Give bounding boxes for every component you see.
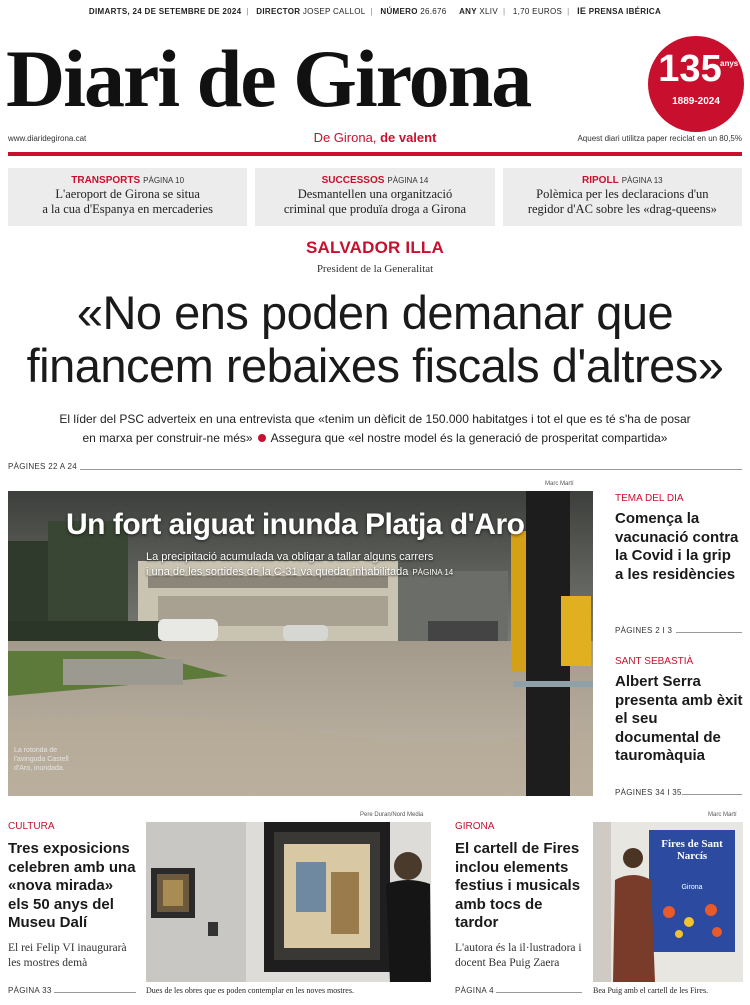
cultura-kicker: CULTURA <box>8 821 55 832</box>
website-url[interactable]: www.diaridegirona.cat <box>8 134 87 143</box>
teaser-text <box>8 187 247 217</box>
issue-number-label: NÚMERO <box>380 7 418 16</box>
cultura-photo-credit: Pere Duran/Nord Media <box>360 812 424 818</box>
director-name: JOSEP CALLOL <box>302 7 366 16</box>
year-value: XLIV <box>479 7 498 16</box>
lead-headline[interactable] <box>0 286 750 392</box>
teaser-line: L'aeroport de Girona se situa <box>55 187 200 201</box>
slogan-part-1: De Girona, <box>313 130 377 145</box>
cultura-page: PÀGINA 33 <box>8 986 52 995</box>
year-label: ANY <box>459 7 477 16</box>
director-info <box>251 7 370 16</box>
lead-headline-line: financem rebaixes fiscals d'altres» <box>26 339 724 392</box>
right-story-1[interactable] <box>615 493 743 584</box>
photo-subtitle-line: La precipitació acumulada va obligar a tallar alguns carrers <box>146 551 434 563</box>
right-story-rule <box>682 794 742 795</box>
dali-exhibition-photo[interactable] <box>146 822 431 982</box>
teaser-kicker <box>503 175 742 186</box>
girona-rule <box>496 992 582 993</box>
issue-number: 26.676 <box>420 7 447 16</box>
right-story-headline: Comença la vacunació contra la Covid i la grip a les residències <box>615 510 739 583</box>
lead-kicker: SALVADOR ILLA <box>306 238 444 257</box>
teaser-kicker <box>255 175 494 186</box>
year-info <box>454 7 503 16</box>
teaser-row <box>8 168 742 226</box>
girona-photo-credit: Marc Martí <box>708 812 737 818</box>
teaser-line: Desmantellen una organització <box>297 187 453 201</box>
bullet-dot-icon <box>258 434 266 442</box>
lead-summary-line: Assegura que «el nostre model és la generació de prosperitat compartida» <box>270 431 668 445</box>
right-story-kicker: SANT SEBASTIÀ <box>615 656 694 667</box>
seal-number: 135 <box>658 48 722 90</box>
teaser-kicker-label: RIPOLL <box>582 175 619 186</box>
girona-subtitle: L'autora és la il·lustradora i docent Bea Puig Zaera <box>455 942 582 969</box>
teaser-kicker-label: SUCCESSOS <box>321 175 385 186</box>
lead-rule <box>80 469 742 470</box>
masthead-title[interactable]: Diari de Girona <box>6 33 531 124</box>
girona-page: PÀGINA 4 <box>455 986 494 995</box>
photo-subtitle-line: i una de les sortides de la C-31 va quedar inhabilitada <box>146 566 409 578</box>
publisher-logo-icon: IE <box>577 6 587 16</box>
right-story-headline: Albert Serra presenta amb èxit el seu documental de tauromàquia <box>615 673 743 764</box>
right-story-2[interactable] <box>615 656 743 766</box>
issue-number-info <box>375 7 451 16</box>
photo-caption: La rotonda de l'avinguda Castell d'Aro, inundada. <box>14 747 69 772</box>
fires-poster-photo[interactable] <box>593 822 743 982</box>
right-story-pages: PÀGINES 34 I 35 <box>615 788 682 797</box>
edition-date: DIMARTS, 24 DE SETEMBRE DE 2024 <box>88 7 242 16</box>
lead-pages: PÀGINES 22 A 24 <box>8 462 77 471</box>
teaser-page: PÀGINA 14 <box>387 176 429 185</box>
anniversary-seal <box>648 36 744 132</box>
teaser-text <box>503 187 742 217</box>
poster-city: Girona <box>681 884 703 891</box>
photo-page: PÀGINA 14 <box>412 568 454 577</box>
publisher-name: PRENSA IBÉRICA <box>588 7 662 16</box>
teaser-line: a la cua d'Espanya en mercaderies <box>42 202 213 216</box>
teaser-transports[interactable] <box>8 168 247 226</box>
masthead-divider <box>8 152 742 156</box>
teaser-line: Polèmica per les declaracions d'un <box>536 187 709 201</box>
cultura-rule <box>54 992 136 993</box>
teaser-line: criminal que produïa droga a Girona <box>283 202 467 216</box>
director-label: DIRECTOR <box>256 7 301 16</box>
girona-headline[interactable]: El cartell de Fires inclou elements festius i musicals amb tocs de tardor <box>455 840 581 931</box>
right-story-pages: PÀGINES 2 I 3 <box>615 626 673 635</box>
teaser-text <box>255 187 494 217</box>
right-story-kicker: TEMA DEL DIA <box>615 493 684 504</box>
teaser-successos[interactable] <box>255 168 494 226</box>
cultura-subtitle: El rei Felip VI inaugurarà les mostres demà <box>8 942 127 969</box>
lead-role: President de la Generalitat <box>316 263 434 275</box>
right-story-rule <box>676 632 742 633</box>
photo-credit: Marc Martí <box>545 481 574 487</box>
teaser-ripoll[interactable] <box>503 168 742 226</box>
seal-anys: anys <box>720 59 739 68</box>
slogan-part-2: de valent <box>380 130 437 145</box>
lead-summary <box>20 410 730 448</box>
cultura-photo-caption: Dues de les obres que es poden contemplar en les noves mostres. <box>146 986 354 995</box>
recycled-paper-note: Aquest diari utilitza paper reciclat en un 80,5% <box>577 134 742 143</box>
publisher-group <box>572 6 666 16</box>
girona-kicker: GIRONA <box>455 821 495 832</box>
teaser-kicker <box>8 175 247 186</box>
teaser-kicker-label: TRANSPORTS <box>71 175 141 186</box>
masthead-subrow <box>8 130 742 146</box>
lead-headline-line: «No ens poden demanar que <box>76 286 674 339</box>
photo-subtitle <box>146 550 466 580</box>
lead-summary-line: El líder del PSC adverteix en una entrevista que «tenim un dèficit de 150.000 habitatges i tot el que es té s'ha de posar <box>59 412 691 426</box>
photo-headline[interactable]: Un fort aiguat inunda Platja d'Aro <box>66 508 525 541</box>
teaser-line: regidor d'AC sobre les «drag-queens» <box>527 202 717 216</box>
lead-summary-line: en marxa per construir-ne més» <box>82 431 253 445</box>
seal-years: 1889-2024 <box>672 96 720 107</box>
teaser-page: PÀGINA 10 <box>143 176 185 185</box>
girona-photo-caption: Bea Puig amb el cartell de les Fires. <box>593 986 709 995</box>
cultura-headline[interactable]: Tres exposicions celebren amb una «nova mirada» els 50 anys del Museu Dalí <box>8 840 136 931</box>
poster-title: Fires de Sant Narcís <box>661 838 723 862</box>
price: 1,70 EUROS <box>512 7 563 16</box>
edition-info-strip: DIMARTS, 24 DE SETEMBRE DE 2024 | DIRECTOR JOSEP CALLOL | NÚMERO 26.676 ANY XLIV | 1,70 EUROS | IE PRENSA IBÉRICA <box>0 6 750 16</box>
teaser-page: PÀGINA 13 <box>621 176 663 185</box>
dali-exhibition-illustration <box>146 822 431 982</box>
